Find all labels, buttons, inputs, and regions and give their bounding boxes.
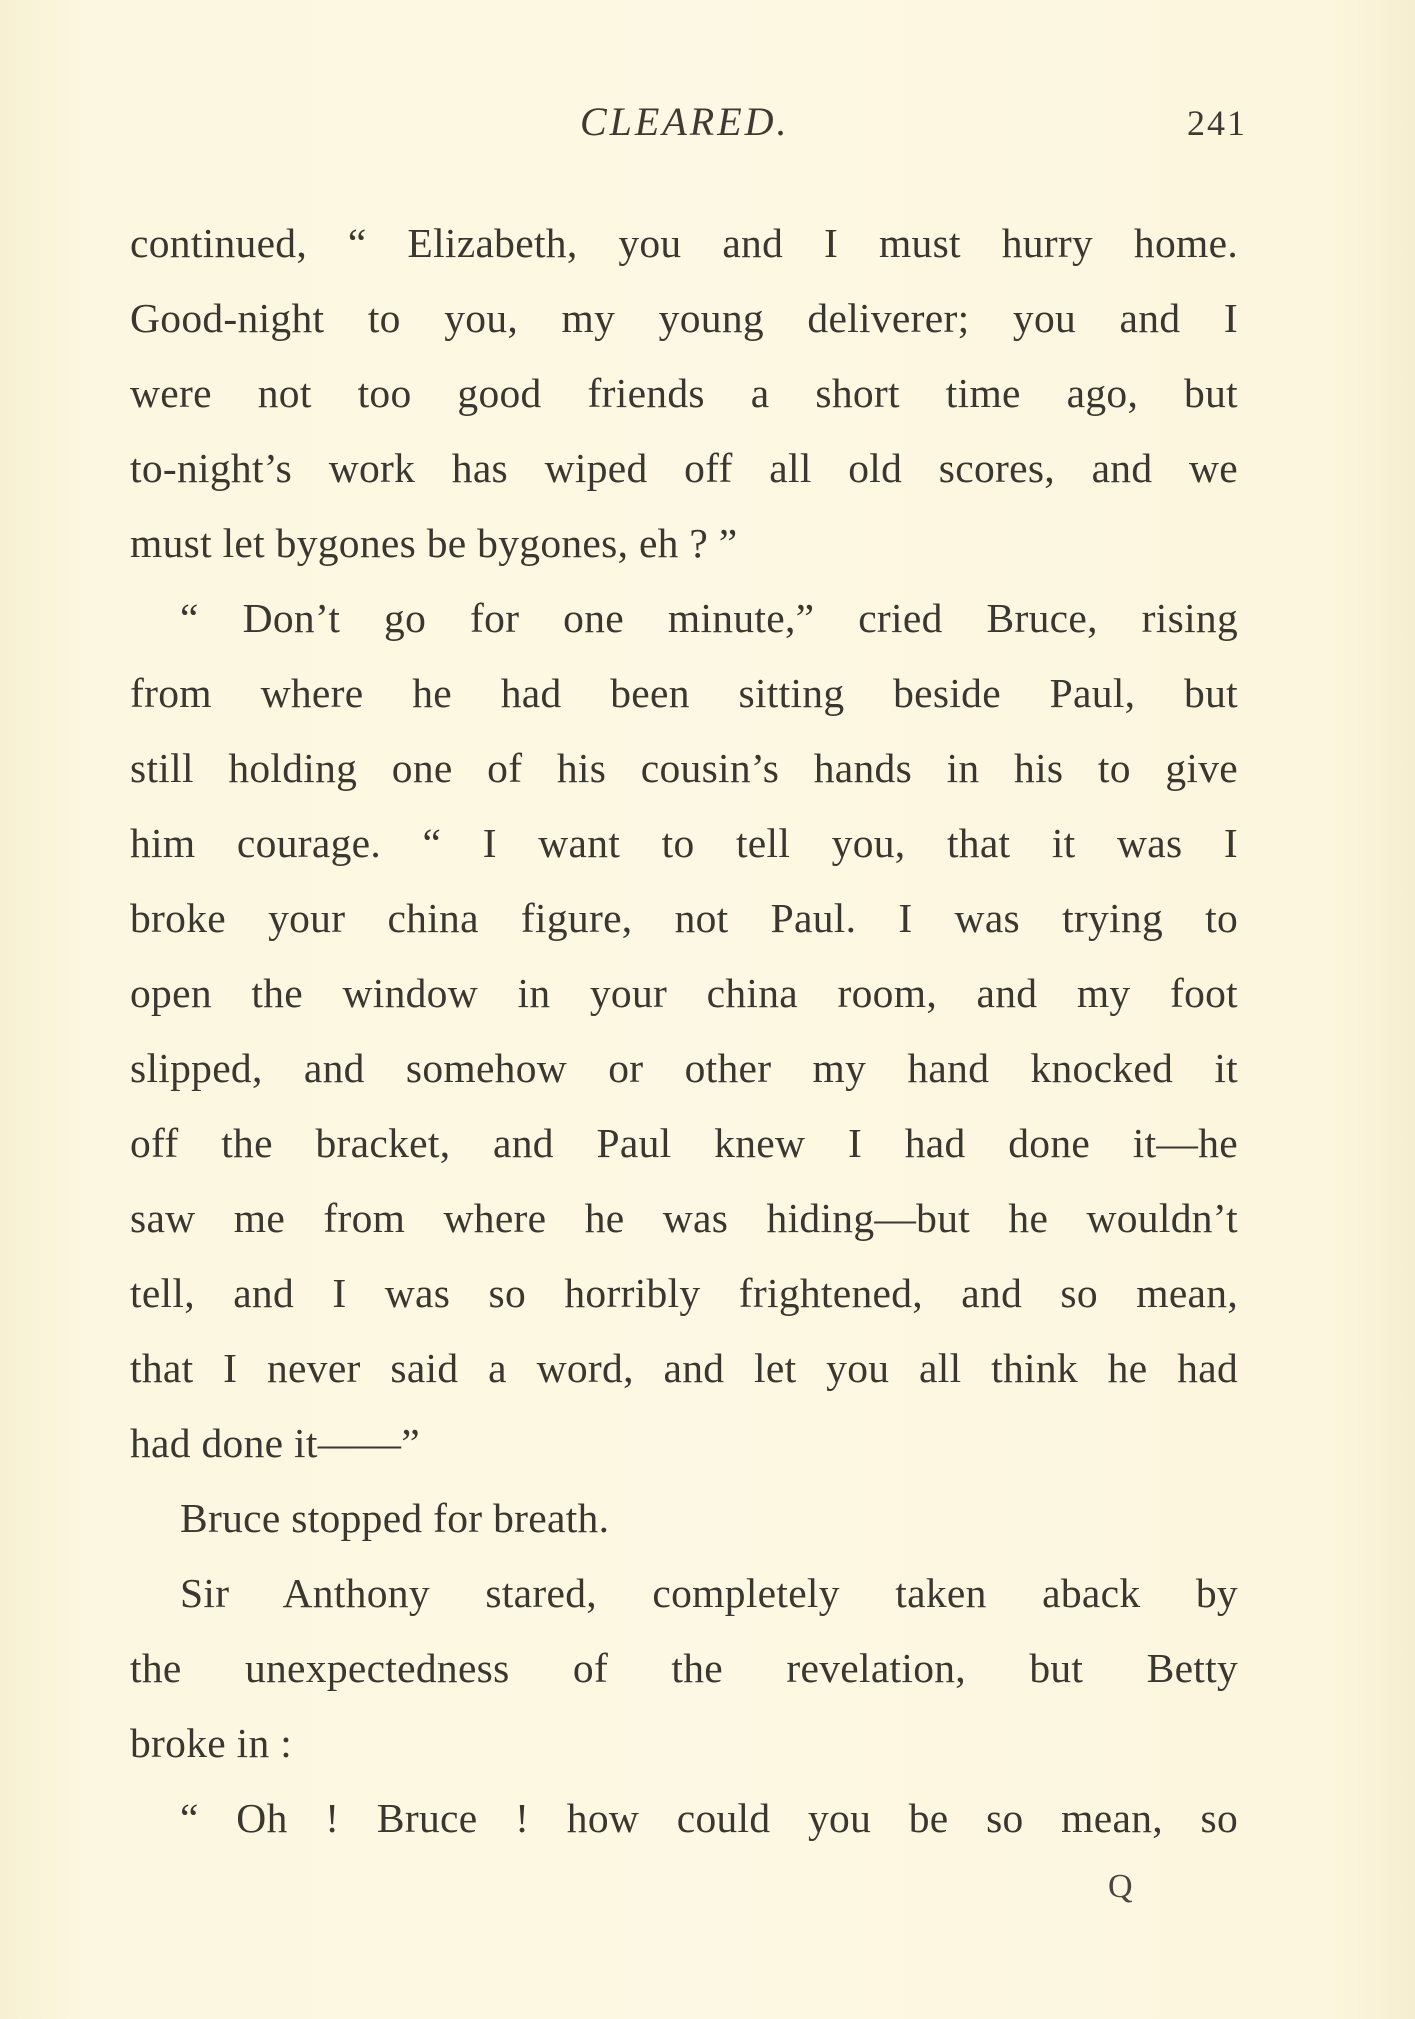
text-line: saw me from where he was hiding—but he wouldn’t — [130, 1195, 1238, 1241]
signature-mark: Q — [1108, 1868, 1133, 1905]
text-line: to-night’s work has wiped off all old scores, and we — [130, 445, 1238, 491]
text-line: Bruce stopped for breath. — [180, 1495, 610, 1541]
chapter-title: CLEARED. — [580, 99, 790, 144]
text-line: still holding one of his cousin’s hands in his to give — [130, 745, 1238, 791]
text-line: “ Don’t go for one minute,” cried Bruce, rising — [180, 595, 1238, 641]
text-line: off the bracket, and Paul knew I had done it—he — [130, 1120, 1238, 1166]
text-line: had done it——” — [130, 1420, 421, 1466]
running-head — [0, 98, 1415, 150]
text-line: open the window in your china room, and my foot — [130, 970, 1238, 1016]
text-line: broke in : — [130, 1720, 293, 1766]
text-line: from where he had been sitting beside Paul, but — [130, 670, 1238, 716]
text-line: him courage. “ I want to tell you, that it was I — [130, 820, 1238, 866]
text-line: tell, and I was so horribly frightened, and so mean, — [130, 1270, 1238, 1316]
text-line: that I never said a word, and let you all think he had — [130, 1345, 1238, 1391]
text-line: Good-night to you, my young deliverer; you and I — [130, 295, 1238, 341]
text-line: were not too good friends a short time ago, but — [130, 370, 1238, 416]
text-line: continued, “ Elizabeth, you and I must hurry home. — [130, 220, 1238, 266]
text-line: Sir Anthony stared, completely taken aback by — [180, 1570, 1238, 1616]
body-text — [130, 206, 1238, 1856]
text-line: slipped, and somehow or other my hand knocked it — [130, 1045, 1238, 1091]
text-line: must let bygones be bygones, eh ? ” — [130, 520, 738, 566]
text-line: the unexpectedness of the revelation, but Betty — [130, 1645, 1238, 1691]
text-line: “ Oh ! Bruce ! how could you be so mean, so — [180, 1795, 1238, 1841]
text-line: broke your china figure, not Paul. I was trying to — [130, 895, 1238, 941]
page-number: 241 — [1187, 103, 1247, 143]
